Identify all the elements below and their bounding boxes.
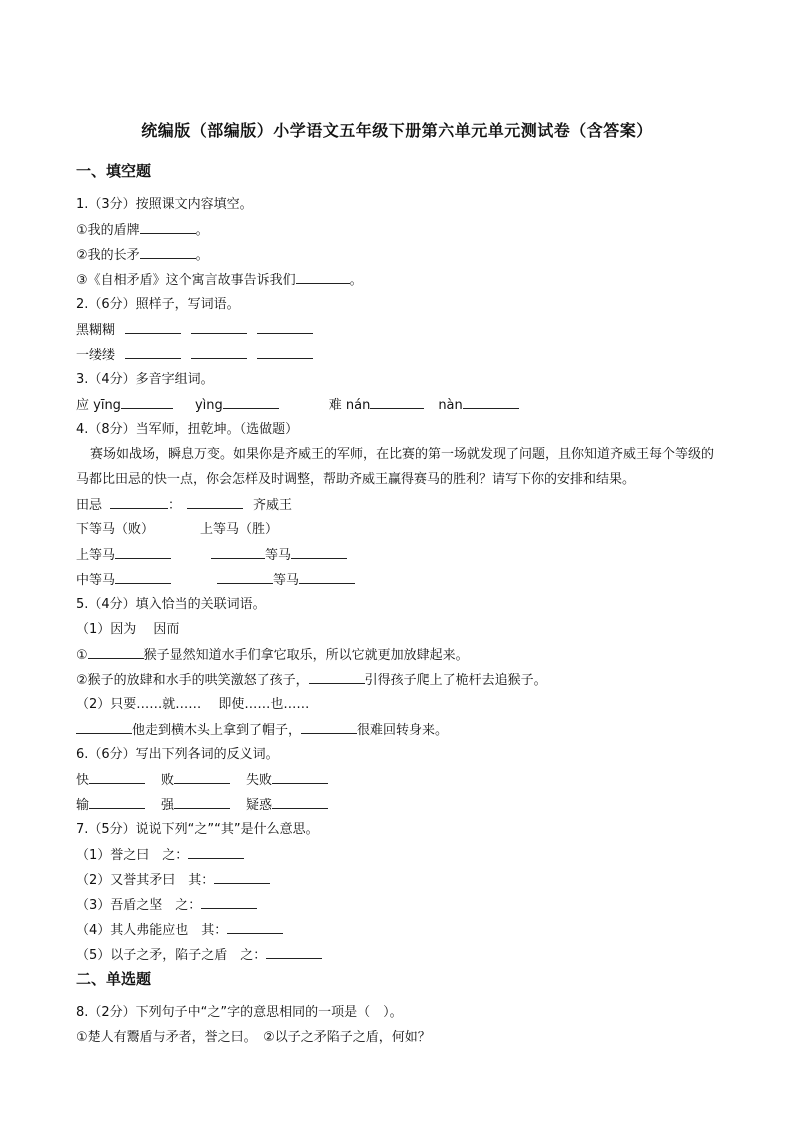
q5-l1-text: 猴子显然知道水手们拿它取乐，所以它就更加放肆起来。 (143, 648, 469, 663)
q4-paragraph: 赛场如战场，瞬息万变。如果你是齐威王的军师，在比赛的第一场就发现了问题，且你知道齐威王每个等级的马都比田忌的快一点，你会怎样及时调整，帮助齐威王赢得赛马的胜利？请写下你的安排和结果。 (76, 447, 715, 487)
q5-line-1 (76, 646, 469, 665)
answer-blank[interactable] (89, 771, 145, 784)
q4-row4-mid: 等马 (273, 573, 300, 588)
q6-row-1 (76, 771, 328, 790)
q6-word-4: 输 (76, 798, 90, 813)
q4-tianji: 田忌 (76, 498, 103, 513)
q2-example-2: 一缕缕 (76, 348, 116, 363)
answer-blank[interactable] (463, 396, 519, 409)
q7-i3-text: （3）吾盾之坚 之： (76, 898, 202, 913)
answer-blank[interactable] (272, 796, 328, 809)
answer-blank[interactable] (214, 871, 270, 884)
q6-row-2 (76, 796, 328, 815)
q3-stem: 3.（4分）多音字组词。 (76, 372, 214, 387)
q8-stem: 8.（2分）下列句子中“之”字的意思相同的一项是（ ）。 (76, 1005, 403, 1020)
answer-blank[interactable] (257, 346, 313, 359)
q1-b-label: ②我的长矛 (76, 248, 140, 263)
q1-c-end: 。 (349, 273, 363, 288)
answer-blank[interactable] (110, 496, 168, 509)
answer-blank[interactable] (296, 271, 350, 284)
q3-pinyin-1: 应 yīng (76, 398, 121, 413)
answer-blank[interactable] (191, 321, 247, 334)
answer-blank[interactable] (174, 796, 230, 809)
answer-blank[interactable] (121, 396, 173, 409)
q6-word-2: 败 (161, 773, 175, 788)
answer-blank[interactable] (211, 546, 265, 559)
q6-word-5: 强 (161, 798, 175, 813)
answer-blank[interactable] (115, 571, 171, 584)
q4-row3-left: 上等马 (76, 548, 116, 563)
q4-colon: ： (168, 498, 182, 513)
page-title: 统编版（部编版）小学语文五年级下册第六单元单元测试卷（含答案） (141, 121, 653, 140)
q1-item-c (76, 271, 363, 290)
q5-l3-text: 他走到横木头上拿到了帽子， (132, 723, 302, 738)
q5-line-3 (76, 721, 448, 740)
q1-a-label: ①我的盾牌 (76, 223, 140, 238)
q5-group-2: （2）只要……就…… 即使……也…… (76, 697, 310, 712)
q2-example-1: 黑糊糊 (76, 323, 116, 338)
q1-b-end: 。 (195, 248, 209, 263)
q6-word-3: 失败 (246, 773, 273, 788)
q6-stem: 6.（6分）写出下列各词的反义词。 (76, 747, 279, 762)
q4-qiweiwang: 齐威王 (253, 498, 293, 513)
q5-l3-end: 很难回转身来。 (357, 723, 449, 738)
answer-blank[interactable] (301, 721, 357, 734)
section-fill-in: 一、填空题 (76, 162, 152, 180)
answer-blank[interactable] (188, 846, 244, 859)
q2-row-1 (76, 321, 313, 340)
answer-blank[interactable] (291, 546, 347, 559)
q4-row2-left: 下等马（败） (76, 522, 155, 537)
answer-blank[interactable] (174, 771, 230, 784)
section-single-choice: 二、单选题 (76, 970, 152, 988)
q6-word-6: 疑惑 (246, 798, 273, 813)
q7-i4-text: （4）其人弗能应也 其： (76, 923, 228, 938)
q7-i5-text: （5）以子之矛，陷子之盾 之： (76, 948, 267, 963)
q4-row-2 (76, 521, 278, 539)
q7-stem: 7.（5分）说说下列“之”“其”是什么意思。 (76, 822, 319, 837)
q7-i2-text: （2）又誉其矛曰 其： (76, 873, 215, 888)
q1-c-label: ③《自相矛盾》这个寓言故事告诉我们 (76, 273, 296, 288)
q4-row4-left: 中等马 (76, 573, 116, 588)
q2-stem: 2.（6分）照样子，写词语。 (76, 297, 240, 312)
q4-row-4 (76, 571, 355, 590)
q5-l2-end: 引得孩子爬上了桅杆去追猴子。 (364, 673, 547, 688)
q1-stem: 1.（3分）按照课文内容填空。 (76, 197, 253, 212)
answer-blank[interactable] (223, 396, 279, 409)
answer-blank[interactable] (76, 721, 132, 734)
q4-row-1 (76, 496, 292, 515)
answer-blank[interactable] (266, 946, 322, 959)
q5-group-1: （1）因为 因而 (76, 622, 180, 637)
answer-blank[interactable] (140, 221, 196, 234)
q7-item-2 (76, 871, 270, 890)
answer-blank[interactable] (227, 921, 283, 934)
q3-pinyin-3: 难 nán (328, 398, 371, 413)
q8-options: ①楚人有鬻盾与矛者，誉之曰。 ②以子之矛陷子之盾，何如？ (76, 1030, 431, 1045)
q4-row3-mid: 等马 (265, 548, 292, 563)
q5-line-2 (76, 671, 547, 690)
q5-l2-text: ②猴子的放肆和水手的哄笑激怒了孩子， (76, 673, 309, 688)
q1-a-end: 。 (195, 223, 209, 238)
q1-item-b (76, 246, 209, 265)
answer-blank[interactable] (89, 796, 145, 809)
answer-blank[interactable] (125, 346, 181, 359)
q7-item-3 (76, 896, 257, 915)
q7-item-1 (76, 846, 244, 865)
answer-blank[interactable] (125, 321, 181, 334)
answer-blank[interactable] (217, 571, 273, 584)
answer-blank[interactable] (370, 396, 424, 409)
q1-item-a (76, 221, 209, 240)
q5-stem: 5.（4分）填入恰当的关联词语。 (76, 597, 266, 612)
answer-blank[interactable] (115, 546, 171, 559)
q6-word-1: 快 (76, 773, 90, 788)
answer-blank[interactable] (191, 346, 247, 359)
answer-blank[interactable] (88, 646, 144, 659)
answer-blank[interactable] (257, 321, 313, 334)
q4-stem: 4.（8分）当军师，扭乾坤。（选做题） (76, 422, 299, 437)
answer-blank[interactable] (140, 246, 196, 259)
answer-blank[interactable] (187, 496, 243, 509)
q4-row-3 (76, 546, 347, 565)
q4-row2-right: 上等马（胜） (200, 522, 279, 537)
q7-i1-text: （1）誉之曰 之： (76, 848, 189, 863)
answer-blank[interactable] (201, 896, 257, 909)
q7-item-5 (76, 946, 322, 965)
answer-blank[interactable] (309, 671, 365, 684)
q3-row (76, 396, 519, 415)
q5-l1-prefix: ① (76, 648, 88, 663)
q3-pinyin-4: nàn (438, 398, 463, 413)
q2-row-2 (76, 346, 313, 365)
answer-blank[interactable] (272, 771, 328, 784)
answer-blank[interactable] (299, 571, 355, 584)
q3-pinyin-2: yìng (194, 398, 223, 413)
q7-item-4 (76, 921, 283, 940)
